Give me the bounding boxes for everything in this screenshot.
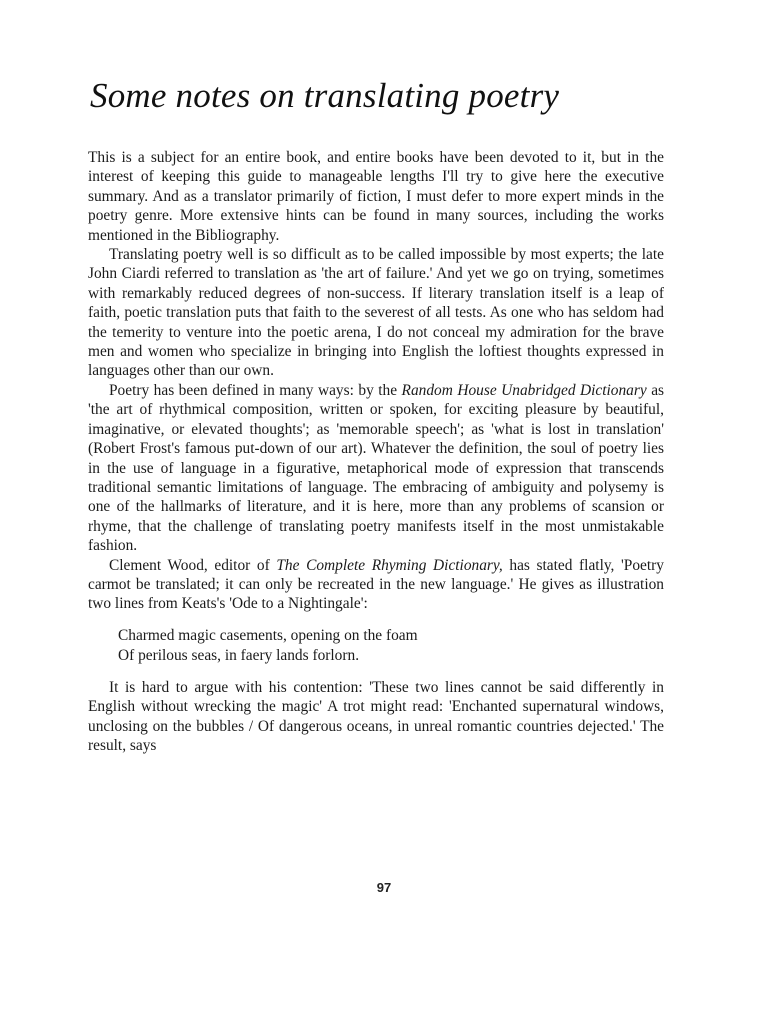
paragraph-3-text-b: as 'the art of rhythmical composition, written or spoken, for exciting pleasure by beautiful, imaginative, or elevated thoughts'; as 'memorable speech'; as 'what is lost in translation' (Robert Frost's famous put-down of our art). Whatever the definition, the soul of poetry lies in the use of language in a figurative, metaphorical mode of expression that transcends traditional semantic limitations of language. The embracing of ambiguity and polysemy is one of the hallmarks of literature, and it is here, more than any problems of scansion or rhyme, that the challenge of translating poetry manifests itself in the most unmistakable fashion. bbox=[88, 381, 665, 555]
paragraph-4-text-b: has stated flatly, 'Poetry carmot be translated; it can only be recreated in the new language.' He gives as illustration two lines from Keats's 'Ode to a Nightingale': bbox=[88, 556, 664, 613]
book-page bbox=[88, 72, 664, 755]
quote-line-1: Charmed magic casements, opening on the foam bbox=[118, 626, 418, 644]
chapter-title: Some notes on translating poetry bbox=[90, 76, 560, 115]
body-text bbox=[88, 148, 664, 755]
paragraph-1: This is a subject for an entire book, and entire books have been devoted to it, but in the interest of keeping this guide to manageable lengths I'll try to give here the executive summary. And as a translator primarily of fiction, I must defer to more expert minds in the poetry genre. More extensive hints can be found in many sources, including the works mentioned in the Bibliography. bbox=[88, 149, 664, 244]
paragraph-3-text-a: Poetry has been defined in many ways: by the bbox=[109, 381, 402, 399]
paragraph-5: It is hard to argue with his contention: 'These two lines cannot be said differently in English without wrecking the magic' A trot might read: 'Enchanted supernatural windows, unclosing on the bubbles / Of dangerous oceans, in unreal romantic countries dejected.' The result, says bbox=[88, 678, 664, 754]
paragraph-4-text-a: Clement Wood, editor of bbox=[109, 556, 277, 574]
page-number: 97 bbox=[376, 880, 392, 895]
quote-line-2: Of perilous seas, in faery lands forlorn. bbox=[118, 646, 360, 664]
paragraph-2: Translating poetry well is so difficult as to be called impossible by most experts; the late John Ciardi referred to translation as 'the art of failure.' And yet we go on trying, sometimes with remarkably reduced degrees of non-success. If literary translation itself is a leap of faith, poetic translation puts that faith to the severest of all tests. As one who has seldom had the temerity to venture into the poetic arena, I do not conceal my admiration for the brave men and women who specialize in bringing into English the loftiest thoughts expressed in languages other than our own. bbox=[88, 246, 664, 380]
dictionary-reference: Random House Unabridged Dictionary bbox=[401, 381, 647, 399]
paragraph-3 bbox=[88, 381, 664, 556]
poem-quotation bbox=[118, 626, 664, 666]
paragraph-4 bbox=[88, 556, 664, 614]
rhyming-dictionary-reference: The Complete Rhyming Dictionary, bbox=[276, 556, 503, 574]
